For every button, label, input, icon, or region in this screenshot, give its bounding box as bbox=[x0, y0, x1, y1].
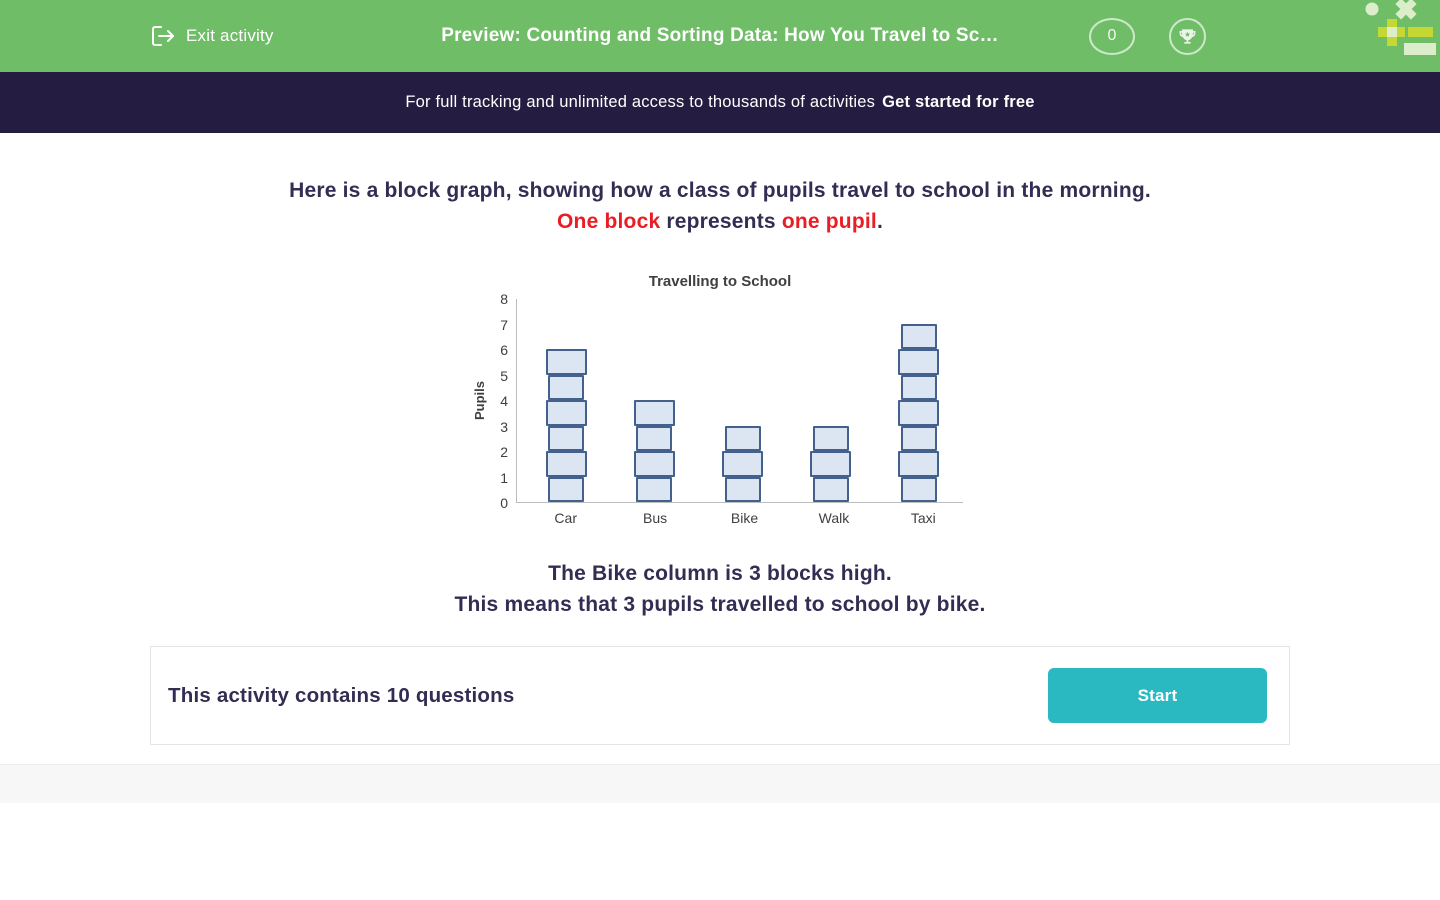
x-label-bus: Bus bbox=[643, 510, 668, 526]
logo-bar-mint bbox=[1404, 43, 1436, 55]
column-taxi bbox=[875, 299, 963, 502]
trophy-button[interactable] bbox=[1169, 18, 1206, 55]
chart-title: Travelling to School bbox=[648, 273, 792, 290]
block bbox=[813, 477, 849, 503]
score-badge bbox=[1089, 18, 1135, 55]
brand-logo bbox=[1358, 0, 1440, 65]
block bbox=[898, 400, 939, 426]
block bbox=[722, 451, 763, 477]
intro-line-1: Here is a block graph, showing how a class of pupils travel to school in the morning. bbox=[289, 179, 1151, 202]
column-car bbox=[522, 299, 610, 502]
block bbox=[898, 349, 939, 375]
intro-red-one-block: One block bbox=[557, 210, 661, 233]
exit-activity-label: Exit activity bbox=[186, 26, 274, 45]
block bbox=[634, 400, 675, 426]
y-tick-8: 8 bbox=[500, 291, 508, 307]
header bbox=[0, 0, 1440, 72]
block bbox=[634, 451, 675, 477]
score-value: 0 bbox=[1107, 27, 1117, 44]
exit-icon bbox=[150, 24, 176, 48]
block bbox=[725, 426, 761, 452]
block bbox=[636, 477, 672, 503]
explanation-line-1: The Bike column is 3 blocks high. bbox=[548, 562, 892, 585]
logo-dot bbox=[1366, 3, 1379, 16]
promo-banner bbox=[0, 72, 1440, 133]
intro-line-2 bbox=[0, 206, 1440, 237]
y-tick-5: 5 bbox=[500, 367, 508, 384]
main-content bbox=[0, 133, 1440, 764]
intro-end-text: . bbox=[876, 210, 883, 233]
x-label-bike: Bike bbox=[730, 510, 759, 526]
block bbox=[546, 400, 587, 426]
block bbox=[546, 349, 587, 375]
explanation-line-2: This means that 3 pupils travelled to school by bike. bbox=[454, 593, 986, 616]
block bbox=[548, 375, 584, 401]
x-label-walk: Walk bbox=[818, 510, 850, 526]
block bbox=[636, 426, 672, 452]
block bbox=[901, 426, 937, 452]
start-button[interactable]: Start bbox=[1048, 668, 1267, 723]
block bbox=[546, 451, 587, 477]
page-title: Preview: Counting and Sorting Data: How You Travel to Sc… bbox=[441, 25, 999, 46]
block-graph bbox=[470, 273, 970, 526]
column-walk bbox=[787, 299, 875, 502]
block bbox=[548, 426, 584, 452]
block bbox=[901, 324, 937, 350]
block bbox=[548, 477, 584, 503]
column-bus bbox=[610, 299, 698, 502]
x-label-car: Car bbox=[554, 510, 577, 526]
block bbox=[813, 426, 849, 452]
intro-red-one-pupil: one pupil bbox=[781, 210, 877, 233]
chart-x-labels bbox=[470, 510, 968, 526]
column-bike bbox=[698, 299, 786, 502]
get-started-link[interactable]: Get started for free bbox=[882, 93, 1035, 111]
y-tick-2: 2 bbox=[500, 444, 508, 460]
y-tick-3: 3 bbox=[500, 418, 508, 435]
chart-plot-area bbox=[516, 299, 963, 503]
activity-count-text: This activity contains 10 questions bbox=[168, 683, 515, 707]
block bbox=[901, 477, 937, 503]
y-tick-7: 7 bbox=[500, 316, 508, 333]
logo-plus bbox=[1378, 19, 1405, 46]
promo-text: For full tracking and unlimited access to thousands of activities bbox=[405, 93, 876, 111]
logo-bar-yellow bbox=[1408, 27, 1433, 37]
y-tick-0: 0 bbox=[500, 495, 508, 511]
block bbox=[810, 451, 851, 477]
chart-y-ticks bbox=[488, 291, 516, 511]
trophy-icon bbox=[1178, 27, 1197, 46]
activity-card bbox=[150, 646, 1290, 745]
y-tick-1: 1 bbox=[500, 469, 508, 486]
intro-mid-text: represents bbox=[660, 210, 782, 233]
x-label-taxi: Taxi bbox=[910, 510, 936, 526]
block bbox=[725, 477, 761, 503]
block bbox=[898, 451, 939, 477]
block bbox=[901, 375, 937, 401]
exit-activity-button[interactable] bbox=[150, 0, 274, 72]
chart-y-axis-label: Pupils bbox=[471, 381, 487, 421]
footer-strip bbox=[0, 764, 1440, 803]
y-tick-6: 6 bbox=[500, 342, 508, 358]
y-tick-4: 4 bbox=[500, 393, 508, 409]
